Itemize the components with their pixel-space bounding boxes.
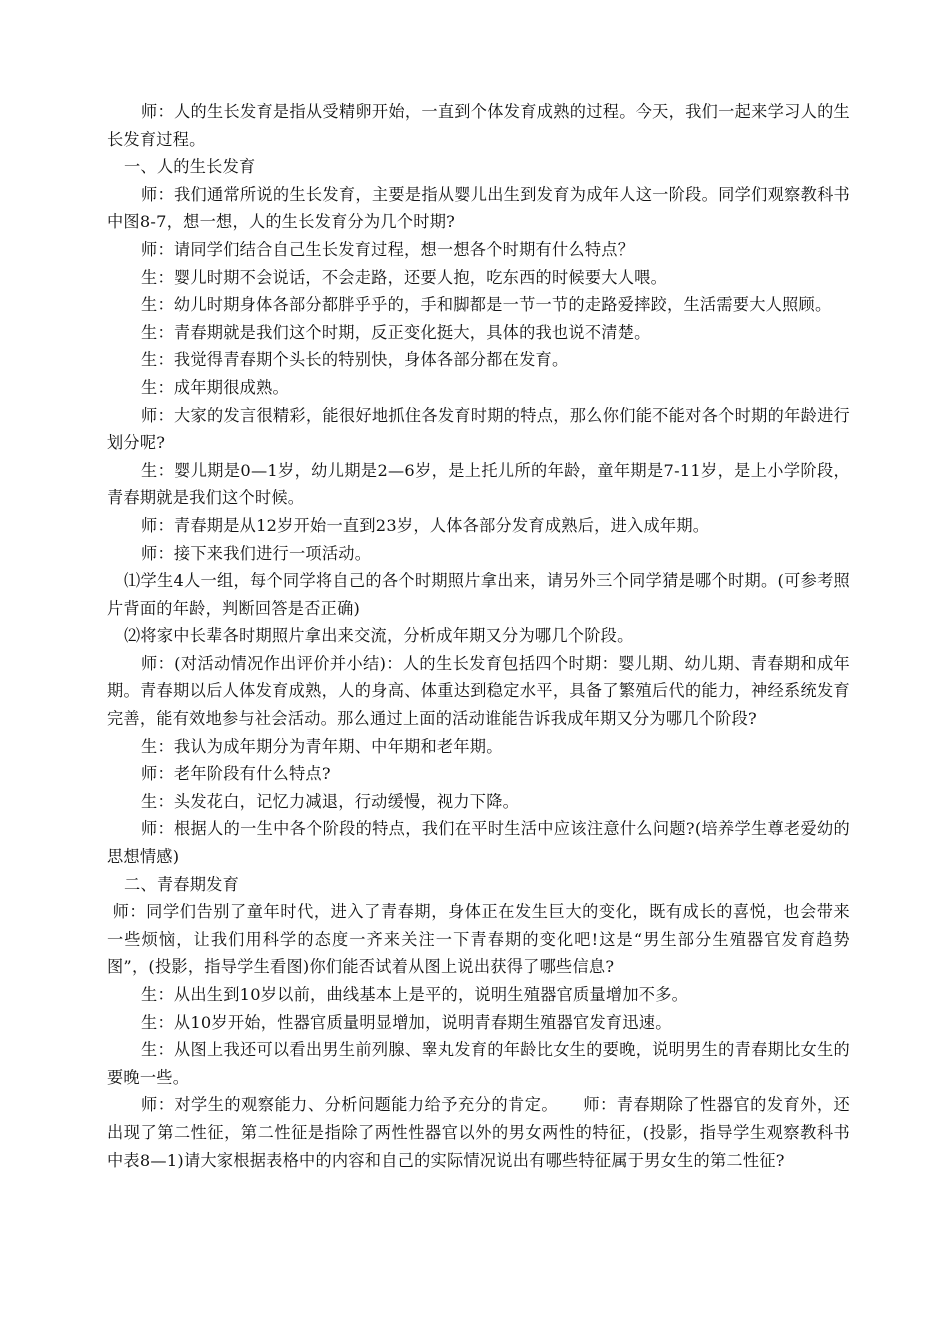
paragraph-12: 师：青春期是从12岁开始一直到23岁，人体各部分发育成熟后，进入成年期。 (141, 515, 710, 535)
activity-item-2: ⑵将家中长辈各时期照片拿出来交流，分析成年期又分为哪几个阶段。 (124, 626, 634, 646)
paragraph-9: 生：成年期很成熟。 (141, 377, 289, 397)
paragraph-1: 师：人的生长发育是指从受精卵开始，一直到个体发育成熟的过程。今天，我们一起来学习人的生长发育过程。 (107, 102, 850, 149)
paragraph-20: 师：根据人的一生中各个阶段的特点，我们在平时生活中应该注意什么问题?(培养学生尊老爱幼的思想情感) (107, 819, 850, 867)
paragraph-7: 生：青春期就是我们这个时期，反正变化挺大，具体的我也说不清楚。 (141, 322, 651, 342)
paragraph-3: 师：我们通常所说的生长发育，主要是指从婴儿出生到发育为成年人这一阶段。同学们观察教科书中图8-7，想一想，人的生长发育分为几个时期? (107, 184, 850, 232)
paragraph-4: 师：请同学们结合自己生长发育过程，想一想各个时期有什么特点？ (141, 239, 635, 259)
paragraph-8: 生：我觉得青春期个头长的特别快，身体各部分都在发育。 (141, 350, 569, 370)
section-heading-2: 二、青春期发育 (124, 874, 240, 894)
paragraph-13: 师：接下来我们进行一项活动。 (141, 543, 372, 563)
section-heading-1: 一、人的生长发育 (124, 157, 256, 177)
paragraph-10: 师：大家的发言很精彩，能很好地抓住各发育时期的特点，那么你们能不能对各个时期的年龄进行划分呢? (107, 405, 850, 453)
paragraph-25: 生：从图上我还可以看出男生前列腺、睾丸发育的年龄比女生的要晚，说明男生的青春期比女生的要晚一些。 (107, 1040, 850, 1087)
paragraph-19: 生：头发花白，记忆力减退，行动缓慢，视力下降。 (141, 791, 520, 811)
paragraph-17: 生：我认为成年期分为青年期、中年期和老年期。 (141, 736, 503, 756)
paragraph-22: 师：同学们告别了童年时代，进入了青春期，身体正在发生巨大的变化，既有成长的喜悦，也会带来一些烦恼，让我们用科学的态度一齐来关注一下青春期的变化吧!这是“男生部分生殖器官发育趋势图”，(投影，指导学生看图)你们能否试着从图上说出获得了哪些信息? (107, 902, 850, 977)
paragraph-6: 生：幼儿时期身体各部分都胖乎乎的，手和脚都是一节一节的走路爱摔跤，生活需要大人照顾。 (141, 295, 832, 315)
paragraph-16: 师：(对活动情况作出评价并小结)：人的生长发育包括四个时期：婴儿期、幼儿期、青春期和成年期。青春期以后人体发育成熟，人的身高、体重达到稳定水平，具备了繁殖后代的能力，神经系统发育完善，能有效地参与社会活动。那么通过上面的活动谁能告诉我成年期又分为哪几个阶段? (107, 653, 850, 729)
paragraph-24: 生：从10岁开始，性器官质量明显增加，说明青春期生殖器官发育迅速。 (141, 1012, 672, 1032)
paragraph-23: 生：从出生到10岁以前，曲线基本上是平的，说明生殖器官质量增加不多。 (141, 985, 689, 1004)
activity-item-1: ⑴学生4人一组，每个同学将自己的各个时期照片拿出来，请另外三个同学猜是哪个时期。(可参考照片背面的年龄，判断回答是否正确) (107, 571, 850, 618)
paragraph-26: 师：对学生的观察能力、分析问题能力给予充分的肯定。 师：青春期除了性器官的发育外，还出现了第二性征，第二性征是指除了两性性器官以外的男女两性的特征，(投影，指导学生观察教科书中表8—1)请大家根据表格中的内容和自己的实际情况说出有哪些特征属于男女生的第二性征? (107, 1095, 850, 1170)
paragraph-5: 生：婴儿时期不会说话，不会走路，还要人抱，吃东西的时候要大人喂。 (141, 267, 668, 287)
paragraph-11: 生：婴儿期是0—1岁，幼儿期是2—6岁，是上托儿所的年龄，童年期是7-11岁，是上小学阶段，青春期就是我们这个时候。 (107, 460, 850, 508)
paragraph-18: 师：老年阶段有什么特点? (141, 764, 331, 784)
